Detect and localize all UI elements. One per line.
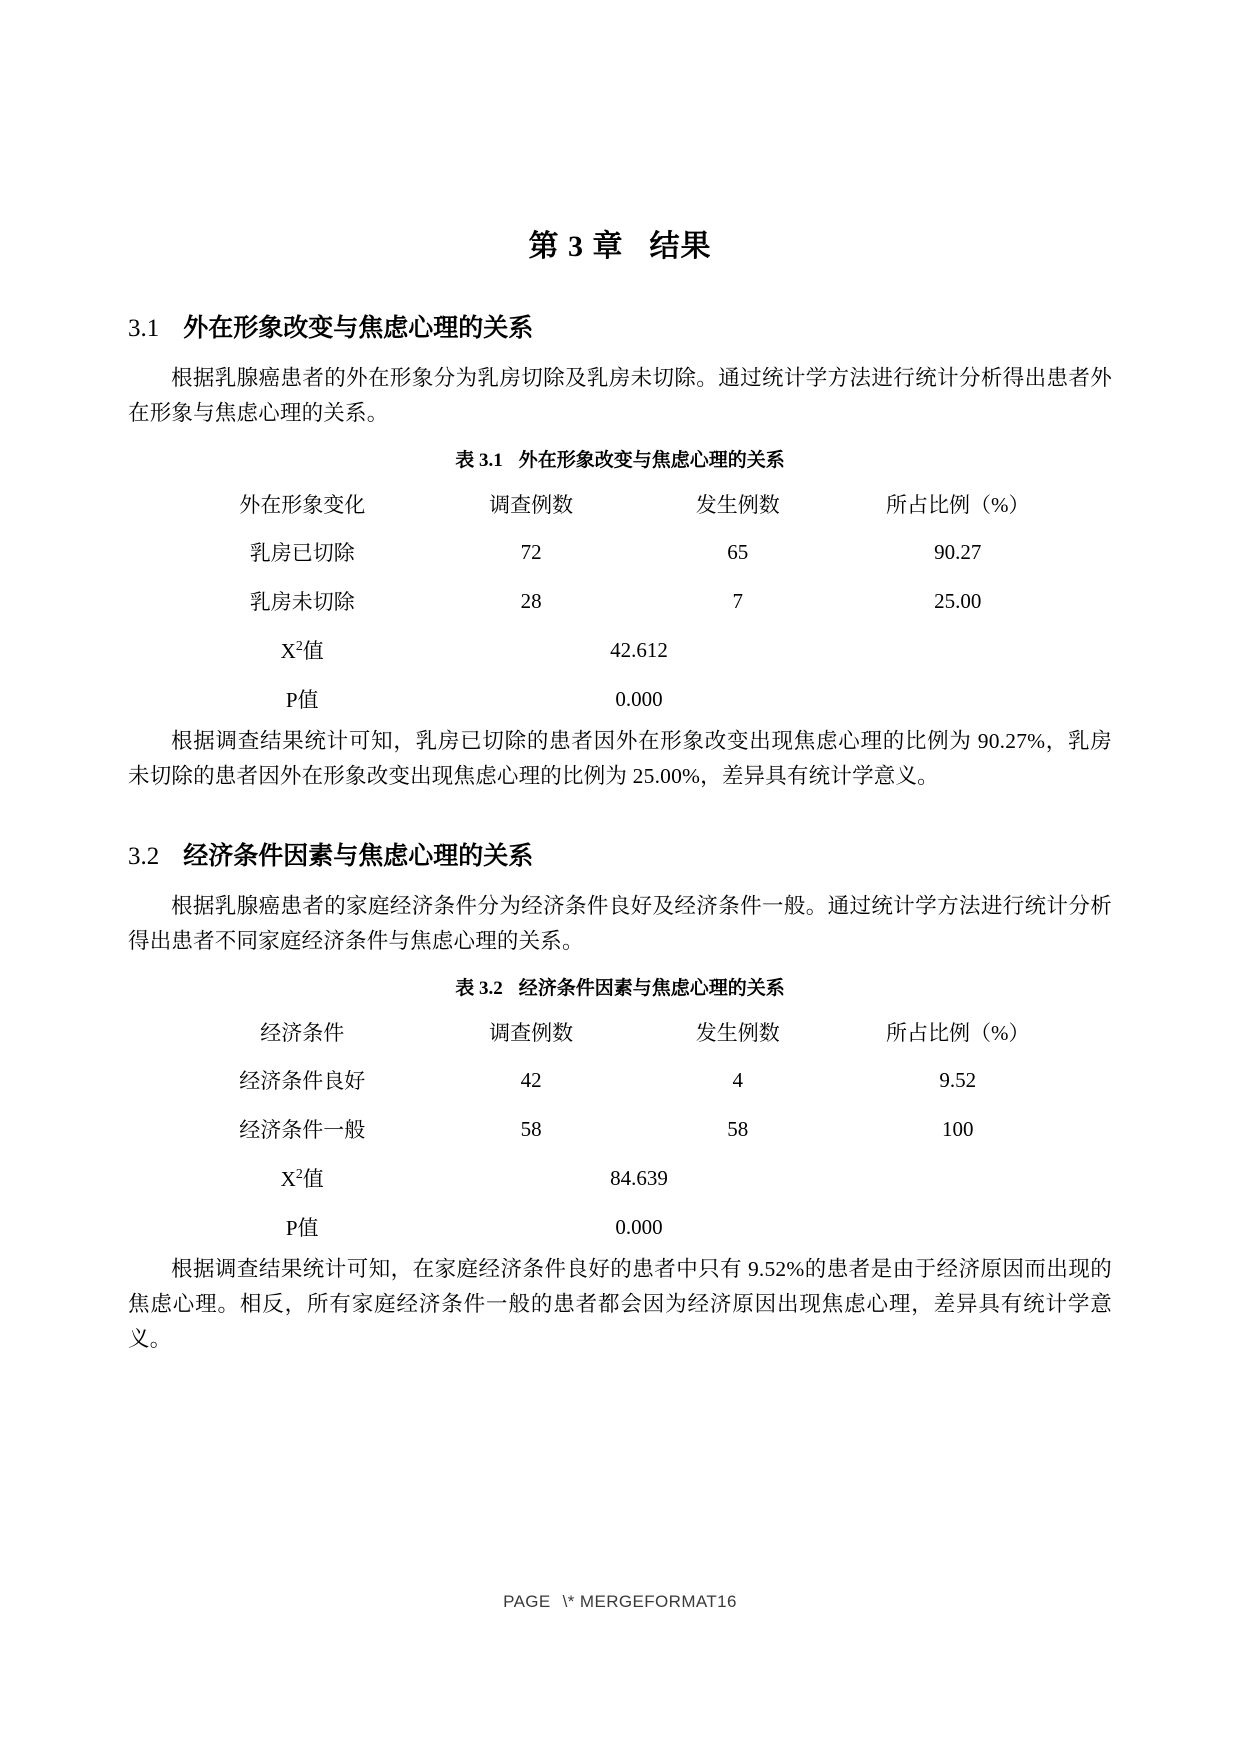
table-3-1-caption xyxy=(128,447,1112,476)
table-3-2-col-header-1: 经济条件 xyxy=(260,1021,345,1046)
table-3-2-r2-c3: 58 xyxy=(727,1116,749,1141)
chi-square-symbol: X xyxy=(280,1167,296,1192)
table-3-2-r2-c1: 经济条件一般 xyxy=(239,1118,366,1143)
chapter-title xyxy=(128,228,1112,266)
spacer-before-table-3-2 xyxy=(128,959,1112,975)
spacer-after-heading-3-2 xyxy=(128,873,1112,889)
section-3-1-summary-paragraph: 根据调查结果统计可知，乳房已切除的患者因外在形象改变出现焦虑心理的比例为 90.27%，乳房未切除的患者因外在形象改变出现焦虑心理的比例为 25.00%，差异具有统计学意义。 xyxy=(128,729,1112,788)
table-row xyxy=(172,528,1070,577)
table-3-2-col-header-2: 调查例数 xyxy=(489,1021,574,1046)
spacer-after-heading-3-1 xyxy=(128,345,1112,361)
section-number-3-1: 3.1 xyxy=(128,314,160,342)
table-3-1-header-row xyxy=(172,479,1070,528)
p-value-symbol: P xyxy=(285,1216,298,1241)
table-3-1-col-header-4: 所占比例（%） xyxy=(885,493,1030,518)
table-3-2-chi-square-label xyxy=(172,1154,432,1203)
table-3-2-r1-c4: 9.52 xyxy=(939,1067,977,1092)
table-3-1 xyxy=(172,479,1070,724)
table-3-2-header-row xyxy=(172,1007,1070,1056)
table-3-2-caption xyxy=(128,975,1112,1004)
chapter-title-text: 结果 xyxy=(649,230,712,263)
section-title-3-1: 外在形象改变与焦虑心理的关系 xyxy=(183,313,534,342)
table-3-2-col-header-3: 发生例数 xyxy=(695,1021,780,1046)
section-3-2-intro-paragraph: 根据乳腺癌患者的家庭经济条件分为经济条件良好及经济条件一般。通过统计学方法进行统计分析得出患者不同家庭经济条件与焦虑心理的关系。 xyxy=(128,894,1112,954)
table-3-2-p-value-label xyxy=(172,1203,432,1252)
section-heading-3-1 xyxy=(128,312,1112,346)
footer-field-switch: \* MERGEFORMAT16 xyxy=(562,1592,737,1611)
p-value-symbol: P xyxy=(285,688,298,713)
table-3-2-r2-c4: 100 xyxy=(941,1116,974,1141)
table-3-1-col-header-3: 发生例数 xyxy=(695,493,780,518)
section-title-3-2: 经济条件因素与焦虑心理的关系 xyxy=(183,841,534,870)
table-3-1-caption-title: 外在形象改变与焦虑心理的关系 xyxy=(518,449,785,471)
table-3-2-r1-c1: 经济条件良好 xyxy=(239,1069,366,1094)
table-3-2-chi-square-value: 84.639 xyxy=(610,1165,668,1190)
table-3-2-col-header-4: 所占比例（%） xyxy=(885,1021,1030,1046)
footer-field-name: PAGE xyxy=(503,1592,551,1611)
table-3-1-r1-c2: 72 xyxy=(520,539,542,564)
spacer-after-chapter-title xyxy=(128,266,1112,312)
p-value-label-tail: 值 xyxy=(297,1216,319,1241)
page-footer xyxy=(0,1592,1240,1612)
table-3-2 xyxy=(172,1007,1070,1252)
section-3-2-summary-paragraph: 根据调查结果统计可知，在家庭经济条件良好的患者中只有 9.52%的患者是由于经济原因而出现的焦虑心理。相反，所有家庭经济条件一般的患者都会因为经济原因出现焦虑心理，差异具有统计学意义。 xyxy=(128,1257,1112,1352)
table-3-1-r2-c3: 7 xyxy=(732,588,743,613)
spacer-between-sections xyxy=(128,794,1112,840)
chi-square-superscript: 2 xyxy=(295,638,303,654)
chi-square-label-tail: 值 xyxy=(302,639,324,664)
chi-square-superscript: 2 xyxy=(295,1166,303,1182)
table-3-1-chi-square-value: 42.612 xyxy=(610,637,668,662)
section-heading-3-2 xyxy=(128,840,1112,874)
table-row xyxy=(172,577,1070,626)
table-3-2-caption-title: 经济条件因素与焦虑心理的关系 xyxy=(518,977,785,999)
table-3-1-caption-number: 表 3.1 xyxy=(455,449,503,471)
table-3-1-r1-c4: 90.27 xyxy=(934,539,982,564)
table-row xyxy=(172,626,1070,675)
table-3-2-p-value: 0.000 xyxy=(615,1214,663,1239)
spacer-before-table-3-1 xyxy=(128,431,1112,447)
table-3-1-p-value-blank xyxy=(845,675,1070,724)
table-3-2-r2-c2: 58 xyxy=(520,1116,542,1141)
table-3-1-col-header-2: 调查例数 xyxy=(489,493,574,518)
p-value-label-tail: 值 xyxy=(297,688,319,713)
table-3-2-r1-c3: 4 xyxy=(732,1067,743,1092)
table-row xyxy=(172,1203,1070,1252)
page-content xyxy=(128,0,1112,1357)
table-row xyxy=(172,675,1070,724)
section-number-3-2: 3.2 xyxy=(128,842,160,870)
table-row xyxy=(172,1105,1070,1154)
table-3-1-p-value: 0.000 xyxy=(615,686,663,711)
table-3-1-r2-c1: 乳房未切除 xyxy=(249,590,355,615)
table-3-1-col-header-1: 外在形象变化 xyxy=(239,493,366,518)
table-3-1-chi-square-blank xyxy=(845,626,1070,675)
table-3-1-r1-c1: 乳房已切除 xyxy=(249,541,355,566)
chi-square-symbol: X xyxy=(280,639,296,664)
table-3-1-r2-c2: 28 xyxy=(520,588,542,613)
table-3-2-r1-c2: 42 xyxy=(520,1067,542,1092)
section-3-1-intro-paragraph: 根据乳腺癌患者的外在形象分为乳房切除及乳房未切除。通过统计学方法进行统计分析得出患者外在形象与焦虑心理的关系。 xyxy=(128,366,1112,425)
table-3-1-p-value-label xyxy=(172,675,432,724)
table-3-2-p-value-blank xyxy=(845,1203,1070,1252)
table-3-1-chi-square-label xyxy=(172,626,432,675)
table-3-2-caption-number: 表 3.2 xyxy=(455,977,503,999)
table-3-2-chi-square-blank xyxy=(845,1154,1070,1203)
table-3-1-r1-c3: 65 xyxy=(727,539,749,564)
chapter-number: 第 3 章 xyxy=(528,230,624,263)
table-row xyxy=(172,1154,1070,1203)
table-3-1-r2-c4: 25.00 xyxy=(934,588,982,613)
chi-square-label-tail: 值 xyxy=(302,1167,324,1192)
table-row xyxy=(172,1056,1070,1105)
